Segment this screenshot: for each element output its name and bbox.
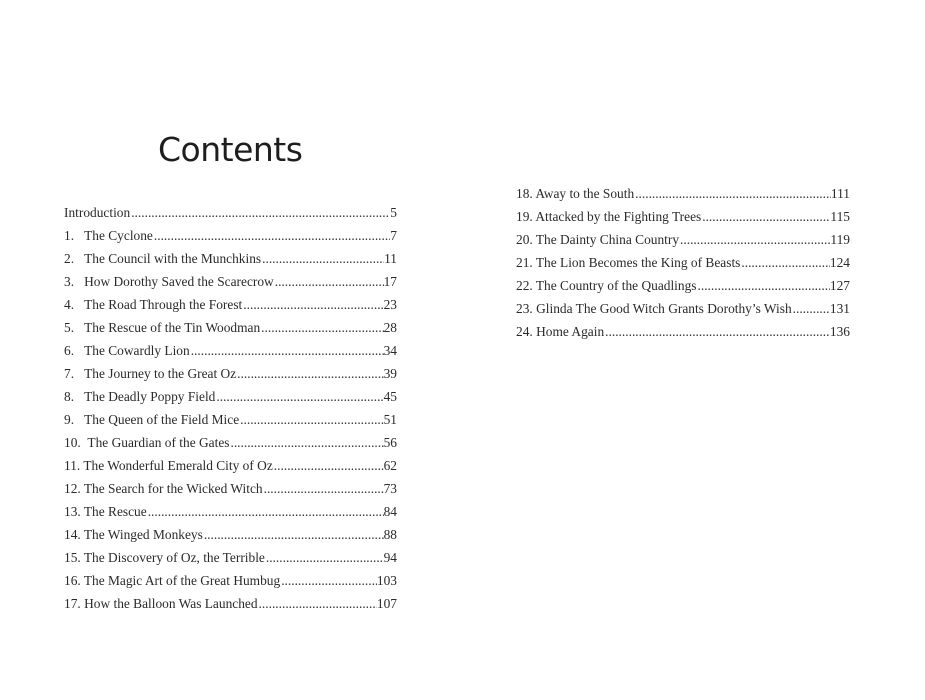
toc-entry-page-number: 73 [383, 481, 397, 496]
toc-dot-leader [242, 293, 383, 316]
toc-dot-leader [265, 546, 384, 569]
toc-entry-title: 19. Attacked by the Fighting Trees [516, 209, 702, 224]
toc-dot-leader [274, 270, 384, 293]
toc-dot-leader [236, 362, 383, 385]
toc-entry [64, 454, 397, 477]
toc-entry-title: 9. The Queen of the Field Mice [64, 412, 240, 427]
page-title: Contents [158, 130, 303, 169]
toc-dot-leader [280, 569, 377, 592]
toc-dot-leader [273, 454, 384, 477]
toc-dot-leader [604, 320, 830, 343]
toc-entry-page-number: 115 [830, 209, 850, 224]
toc-entry [64, 224, 397, 247]
toc-entry-title: 16. The Magic Art of the Great Humbug [64, 573, 281, 588]
toc-entry [64, 201, 397, 224]
toc-entry-title: 10. The Guardian of the Gates [64, 435, 230, 450]
toc-entry-title: 15. The Discovery of Oz, the Terrible [64, 550, 265, 565]
toc-entry-page-number: 23 [383, 297, 397, 312]
toc-dot-leader [261, 247, 384, 270]
toc-entry-page-number: 51 [383, 412, 397, 427]
toc-dot-leader [203, 523, 384, 546]
toc-dot-leader [740, 251, 830, 274]
toc-entry-title: 13. The Rescue [64, 504, 147, 519]
toc-entry [516, 320, 850, 343]
toc-entry [516, 205, 850, 228]
toc-dot-leader [147, 500, 384, 523]
toc-entry-title: 22. The Country of the Quadlings [516, 278, 697, 293]
toc-entry [64, 270, 397, 293]
toc-dot-leader [679, 228, 830, 251]
toc-entry-page-number: 84 [383, 504, 397, 519]
toc-entry [64, 385, 397, 408]
toc-entry-page-number: 88 [383, 527, 397, 542]
toc-dot-leader [792, 297, 830, 320]
toc-entry [64, 247, 397, 270]
toc-entry-page-number: 7 [390, 228, 397, 243]
toc-entry-title: 5. The Rescue of the Tin Woodman [64, 320, 261, 335]
toc-entry-title: 3. How Dorothy Saved the Scarecrow [64, 274, 274, 289]
toc-entry-page-number: 111 [830, 186, 850, 201]
toc-entry [64, 339, 397, 362]
toc-entry [516, 182, 850, 205]
toc-entry-title: Introduction [64, 205, 131, 220]
toc-entry-page-number: 56 [383, 435, 397, 450]
toc-entry [64, 408, 397, 431]
toc-entry-page-number: 94 [383, 550, 397, 565]
toc-entry-title: 12. The Search for the Wicked Witch [64, 481, 263, 496]
toc-entry-page-number: 103 [376, 573, 397, 588]
toc-dot-leader [130, 201, 390, 224]
toc-entry-title: 8. The Deadly Poppy Field [64, 389, 216, 404]
toc-dot-leader [258, 592, 377, 615]
toc-entry-title: 7. The Journey to the Great Oz [64, 366, 237, 381]
toc-dot-leader [190, 339, 384, 362]
toc-entry-page-number: 17 [383, 274, 397, 289]
toc-entry-title: 2. The Council with the Munchkins [64, 251, 262, 266]
toc-entry-page-number: 136 [829, 324, 850, 339]
toc-entry-title: 6. The Cowardly Lion [64, 343, 190, 358]
toc-dot-leader [263, 477, 384, 500]
toc-entry [64, 523, 397, 546]
toc-left-column [64, 201, 397, 615]
toc-entry-page-number: 5 [390, 205, 397, 220]
toc-entry-title: 14. The Winged Monkeys [64, 527, 203, 542]
toc-entry-page-number: 39 [383, 366, 397, 381]
toc-entry-page-number: 119 [830, 232, 850, 247]
toc-entry-page-number: 45 [383, 389, 397, 404]
toc-entry-title: 18. Away to the South [516, 186, 635, 201]
toc-entry [64, 569, 397, 592]
toc-entry [64, 500, 397, 523]
toc-dot-leader [697, 274, 830, 297]
toc-entry-title: 21. The Lion Becomes the King of Beasts [516, 255, 741, 270]
toc-entry [64, 293, 397, 316]
toc-entry-title: 4. The Road Through the Forest [64, 297, 243, 312]
toc-entry-title: 23. Glinda The Good Witch Grants Dorothy’s Wish [516, 301, 792, 316]
toc-entry [64, 431, 397, 454]
toc-dot-leader [239, 408, 383, 431]
toc-entry [64, 546, 397, 569]
toc-right-column [516, 182, 850, 343]
toc-entry [64, 362, 397, 385]
toc-entry-title: 24. Home Again [516, 324, 605, 339]
toc-dot-leader [701, 205, 830, 228]
toc-entry-page-number: 131 [829, 301, 850, 316]
toc-entry-page-number: 34 [383, 343, 397, 358]
toc-entry-page-number: 107 [376, 596, 397, 611]
toc-entry [64, 316, 397, 339]
toc-dot-leader [260, 316, 383, 339]
toc-dot-leader [153, 224, 390, 247]
toc-entry [516, 251, 850, 274]
toc-entry-title: 17. How the Balloon Was Launched [64, 596, 258, 611]
toc-dot-leader [634, 182, 831, 205]
toc-entry-page-number: 62 [383, 458, 397, 473]
toc-dot-leader [229, 431, 383, 454]
toc-entry-title: 1. The Cyclone [64, 228, 153, 243]
toc-entry-title: 20. The Dainty China Country [516, 232, 680, 247]
toc-entry-page-number: 28 [383, 320, 397, 335]
toc-dot-leader [215, 385, 383, 408]
toc-entry-page-number: 11 [384, 251, 397, 266]
toc-entry-page-number: 127 [829, 278, 850, 293]
toc-entry [64, 477, 397, 500]
toc-entry [516, 274, 850, 297]
toc-entry-page-number: 124 [829, 255, 850, 270]
toc-entry [64, 592, 397, 615]
toc-entry-title: 11. The Wonderful Emerald City of Oz [64, 458, 273, 473]
toc-entry [516, 228, 850, 251]
toc-entry [516, 297, 850, 320]
